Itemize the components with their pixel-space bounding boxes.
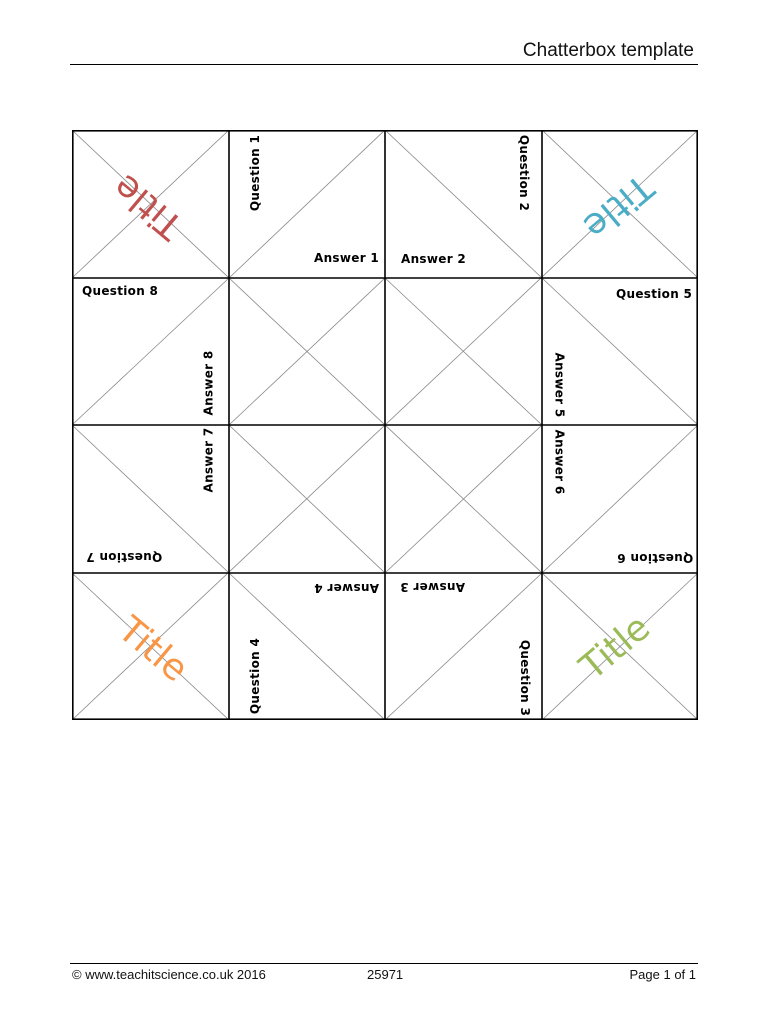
question-8-label: Question 8 xyxy=(82,284,159,298)
answer-5-label: Answer 5 xyxy=(552,352,567,418)
footer-copyright: © www.teachitscience.co.uk 2016 xyxy=(72,967,266,982)
page-title: Chatterbox template xyxy=(522,40,694,61)
answer-6-label: Answer 6 xyxy=(552,429,567,495)
footer-page-number: Page 1 of 1 xyxy=(629,967,696,982)
question-7-label: Question 7 xyxy=(86,550,163,564)
answer-1-label: Answer 1 xyxy=(314,251,380,265)
title-top-left: Title xyxy=(105,165,191,247)
title-top-right: Title xyxy=(575,165,661,247)
footer-code: 25971 xyxy=(367,967,404,982)
footer-divider xyxy=(70,963,698,964)
question-3-label: Question 3 xyxy=(518,639,533,717)
question-1-label: Question 1 xyxy=(248,134,263,212)
chatterbox-grid xyxy=(72,130,698,720)
question-4-label: Question 4 xyxy=(248,637,263,715)
title-bottom-right: Title xyxy=(572,607,658,689)
question-6-label: Question 6 xyxy=(617,551,694,565)
answer-7-label: Answer 7 xyxy=(201,427,216,493)
answer-8-label: Answer 8 xyxy=(201,350,216,416)
question-5-label: Question 5 xyxy=(616,287,693,301)
answer-3-label: Answer 3 xyxy=(400,580,466,594)
answer-2-label: Answer 2 xyxy=(401,252,467,266)
answer-4-label: Answer 4 xyxy=(314,581,380,595)
question-2-label: Question 2 xyxy=(517,134,532,212)
title-bottom-left: Title xyxy=(110,609,196,691)
header-divider xyxy=(70,64,698,65)
